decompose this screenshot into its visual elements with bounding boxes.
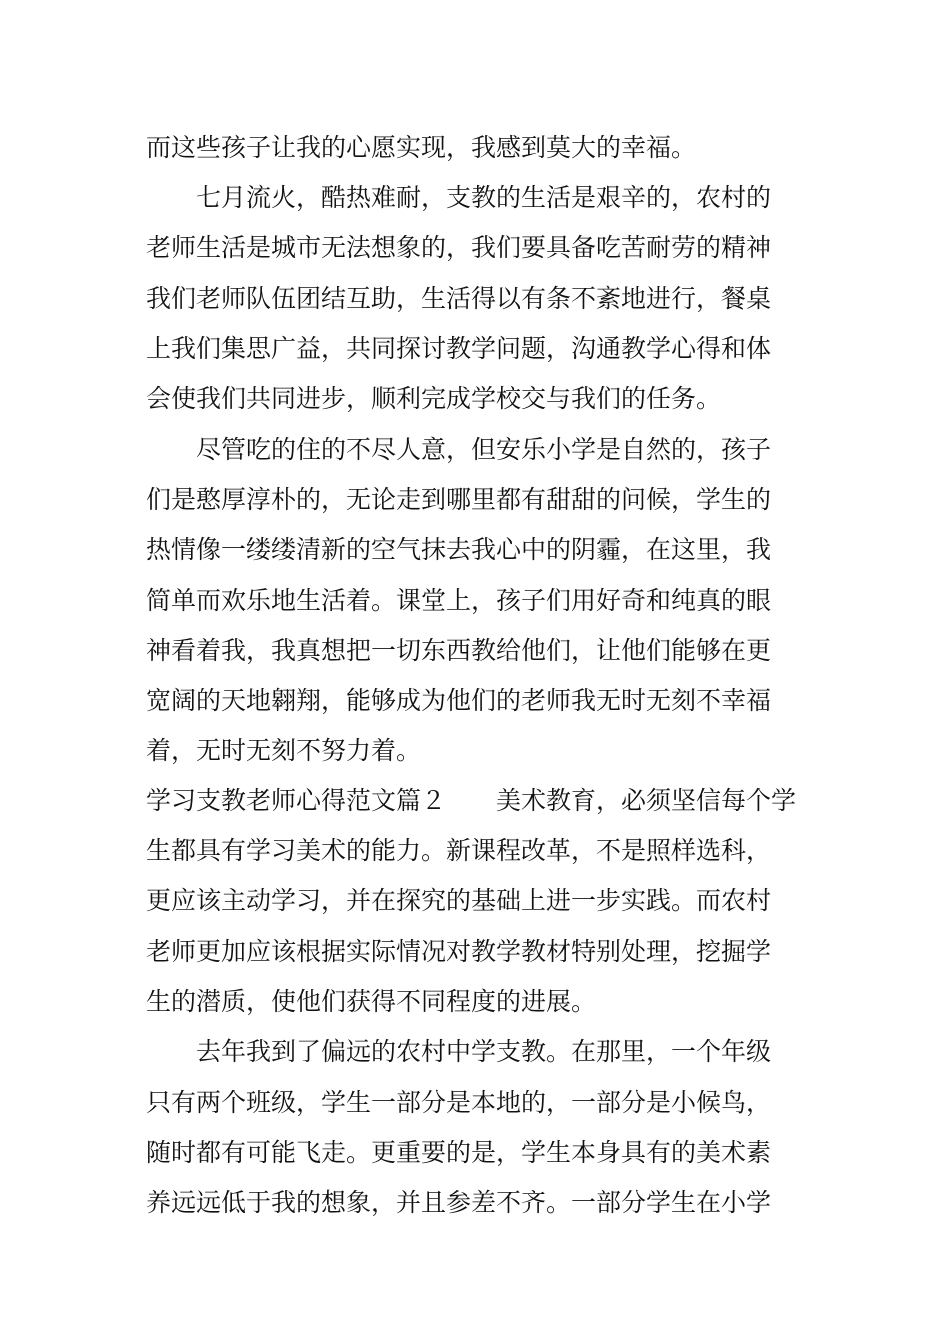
text-line: 更应该主动学习，并在探究的基础上进一步实践。而农村: [146, 886, 772, 915]
text-line: 们是憨厚淳朴的，无论走到哪里都有甜甜的问候，学生的: [146, 485, 772, 514]
text-line: 尽管吃的住的不尽人意，但安乐小学是自然的，孩子: [196, 435, 772, 464]
text-line: 老师更加应该根据实际情况对教学教材特别处理，挖掘学: [146, 937, 772, 966]
text-line: 宽阔的天地翱翔，能够成为他们的老师我无时无刻不幸福: [146, 686, 772, 715]
text-line: 着，无时无刻不努力着。: [146, 736, 422, 765]
text-line: 生都具有学习美术的能力。新课程改革，不是照样选科，: [146, 836, 772, 865]
text-line: 去年我到了偏远的农村中学支教。在那里，一个年级: [196, 1037, 772, 1066]
text-line: 我们老师队伍团结互助，生活得以有条不紊地进行，餐桌: [146, 284, 772, 313]
text-line: 养远远低于我的想象，并且参差不齐。一部分学生在小学: [146, 1188, 772, 1217]
text-line: 七月流火，酷热难耐，支教的生活是艰辛的，农村的: [196, 183, 772, 212]
text-line: 简单而欢乐地生活着。课堂上，孩子们用好奇和纯真的眼: [146, 586, 772, 615]
text-line: 随时都有可能飞走。更重要的是，学生本身具有的美术素: [146, 1138, 772, 1167]
text-line: 而这些孩子让我的心愿实现，我感到莫大的幸福。: [146, 133, 697, 162]
text-line: 老师生活是城市无法想象的，我们要具备吃苦耐劳的精神: [146, 233, 772, 262]
text-line: 只有两个班级，学生一部分是本地的，一部分是小候鸟，: [146, 1088, 772, 1117]
text-line: 神看着我，我真想把一切东西教给他们，让他们能够在更: [146, 636, 772, 665]
section-heading-line: 学习支教老师心得范文篇２ 美术教育，必须坚信每个学: [146, 786, 797, 815]
text-line: 热情像一缕缕清新的空气抹去我心中的阴霾，在这里，我: [146, 535, 772, 564]
text-line: 会使我们共同进步，顺利完成学校交与我们的任务。: [146, 384, 722, 413]
text-line: 生的潜质，使他们获得不同程度的进展。: [146, 987, 597, 1016]
text-line: 上我们集思广益，共同探讨教学问题，沟通教学心得和体: [146, 334, 772, 363]
